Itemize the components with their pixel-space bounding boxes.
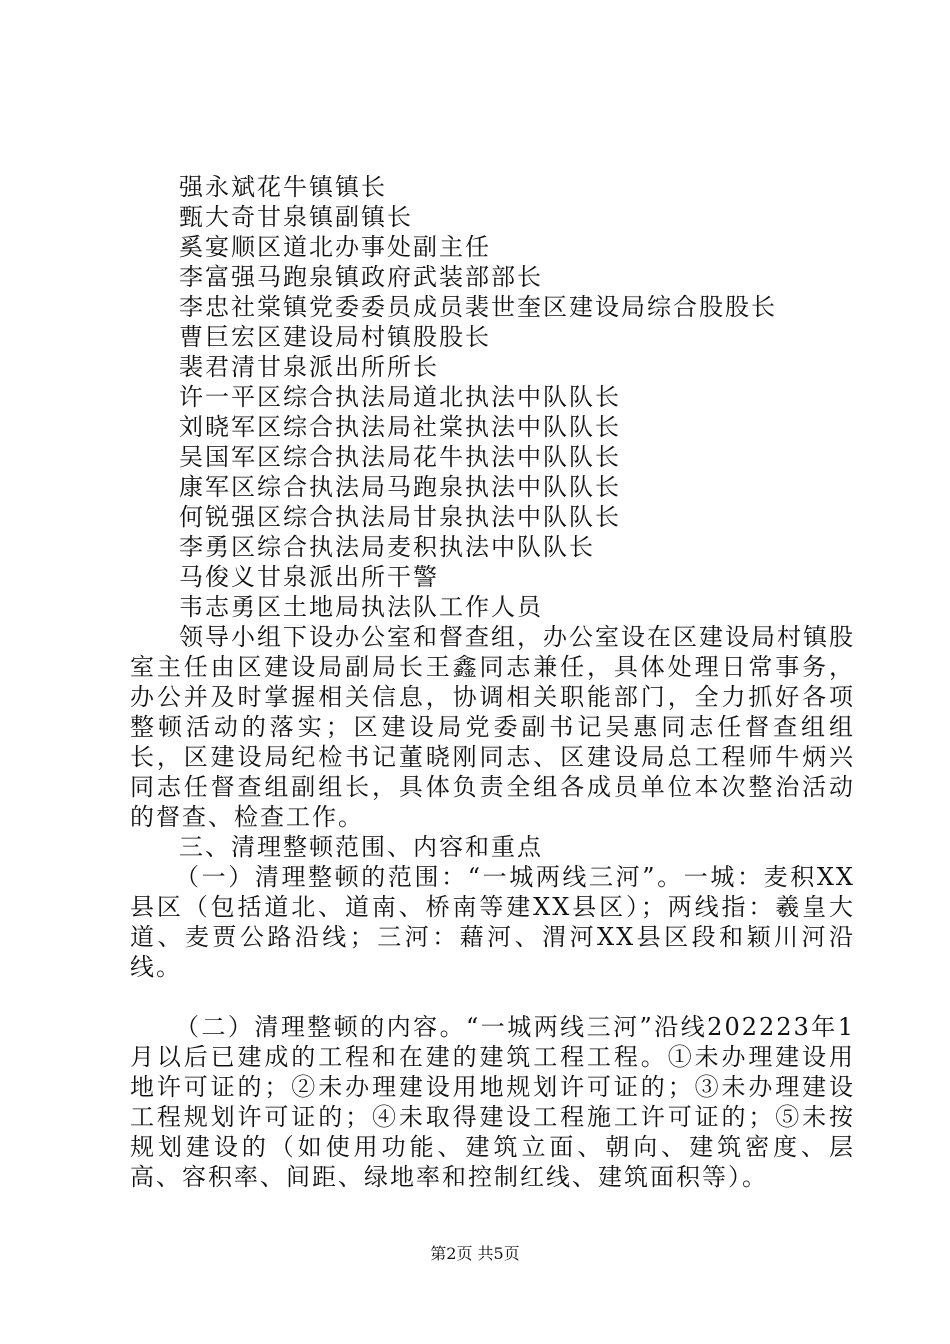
member-line: 李富强马跑泉镇政府武装部部长 [179, 263, 543, 291]
member-line: 李勇区综合执法局麦积执法中队队长 [179, 533, 595, 561]
member-line: 强永斌花牛镇镇长 [179, 173, 387, 201]
member-line: 许一平区综合执法局道北执法中队队长 [179, 383, 621, 411]
member-line: 甄大奇甘泉镇副镇长 [179, 203, 413, 231]
member-line: 吴国军区综合执法局花牛执法中队队长 [179, 443, 621, 471]
content-paragraph: （二）清理整顿的内容。“一城两线三河”沿线202223年1月以后已建成的工程和在建的建筑工程工程。①未办理建设用地许可证的；②未办理建设用地规划许可证的；③未办理建设工程规划许可证的；④未取得建设工程施工许可证的；⑤未按规划建设的（如使用功能、建筑立面、朝向、建筑密度、层高、容积率、间距、绿地率和控制红线、建筑面积等）。 [130, 1013, 855, 1191]
member-line: 裴君清甘泉派出所所长 [179, 353, 439, 381]
member-line: 何锐强区综合执法局甘泉执法中队队长 [179, 503, 621, 531]
document-body [130, 172, 855, 1192]
section-heading: 三、清理整顿范围、内容和重点 [179, 833, 543, 861]
office-paragraph: 领导小组下设办公室和督查组，办公室设在区建设局村镇股室主任由区建设局副局长王鑫同志兼任，具体处理日常事务，办公并及时掌握相关信息，协调相关职能部门，全力抓好各项整顿活动的落实；区建设局党委副书记吴惠同志任督查组组长，区建设局纪检书记董晓刚同志、区建设局总工程师牛炳兴同志任督查组副组长，具体负责全组各成员单位本次整治活动的督查、检查工作。 [130, 623, 855, 831]
member-line: 刘晓军区综合执法局社棠执法中队队长 [179, 413, 621, 441]
member-line: 奚宴顺区道北办事处副主任 [179, 233, 491, 261]
member-line: 曹巨宏区建设局村镇股股长 [179, 323, 491, 351]
member-line: 李忠社棠镇党委委员成员裴世奎区建设局综合股股长 [179, 293, 777, 321]
member-line: 马俊义甘泉派出所干警 [179, 563, 439, 591]
scope-paragraph: （一）清理整顿的范围：“一城两线三河”。一城：麦积XX县区（包括道北、道南、桥南等建XX县区）；两线指：羲皇大道、麦贾公路沿线；三河：藉河、渭河XX县区段和颖川河沿线。 [130, 863, 855, 981]
member-list [130, 172, 855, 622]
member-line: 韦志勇区土地局执法队工作人员 [179, 593, 543, 621]
page-footer: 第2页 共5页 [430, 1244, 520, 1263]
member-line: 康军区综合执法局马跑泉执法中队队长 [179, 473, 621, 501]
